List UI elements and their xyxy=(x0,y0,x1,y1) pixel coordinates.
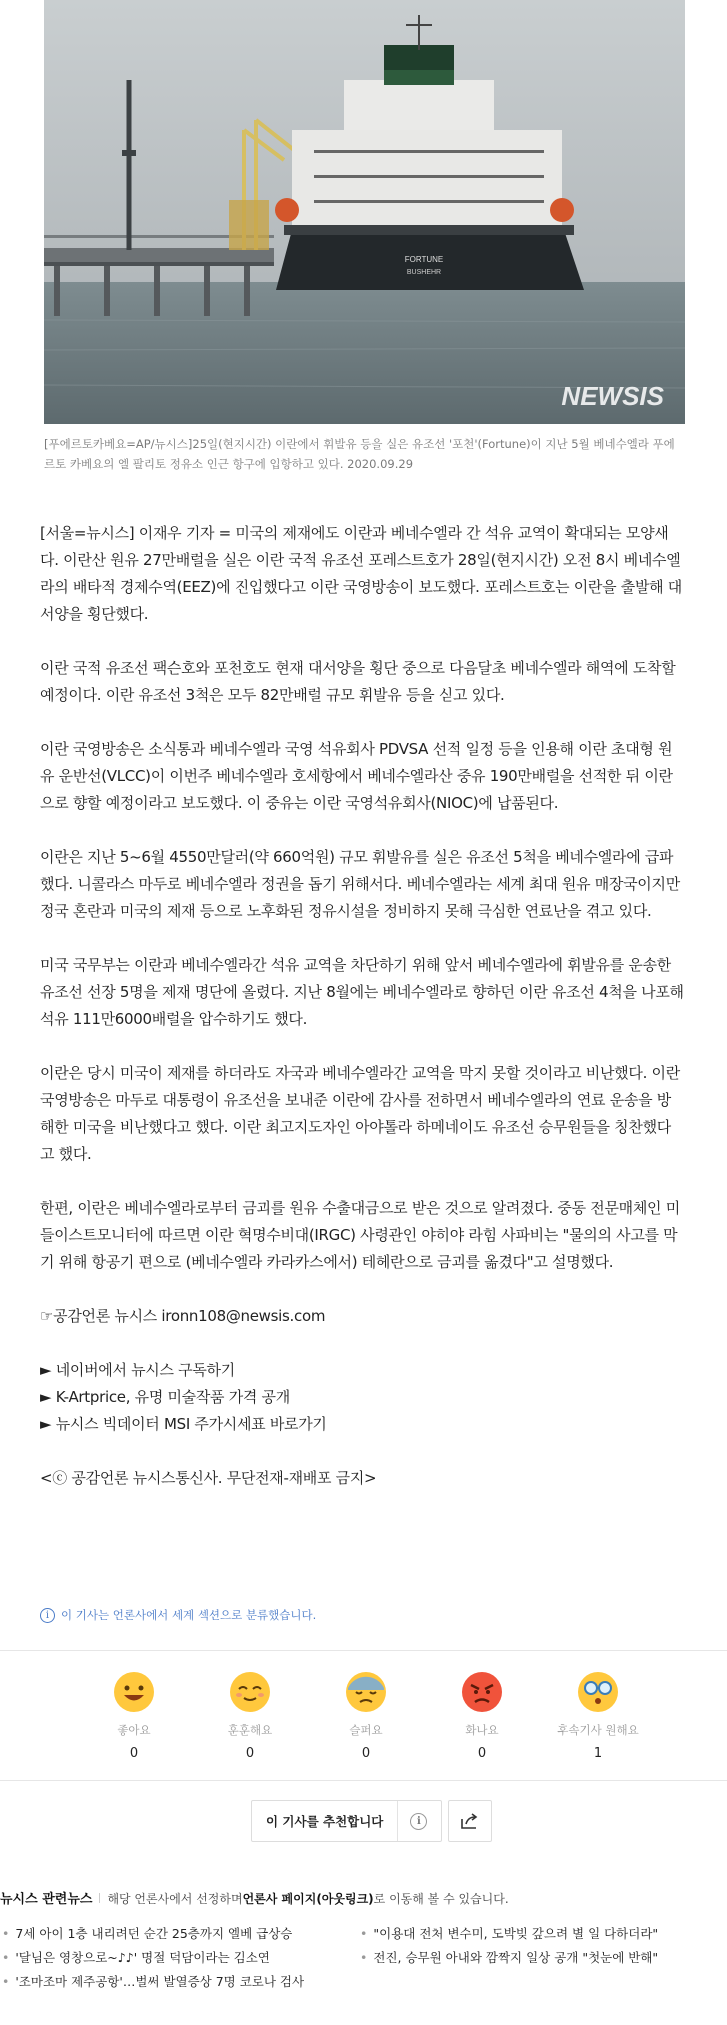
reaction-like[interactable]: 좋아요 0 xyxy=(76,1670,192,1761)
article-body xyxy=(40,520,685,1519)
recommend-button[interactable]: 이 기사를 추천합니다 i xyxy=(251,1800,442,1842)
byline: ☞공감언론 뉴시스 ironn108@newsis.com xyxy=(40,1307,326,1325)
tanker-photo xyxy=(44,0,685,424)
divider xyxy=(0,1780,727,1781)
recommend-area xyxy=(251,1800,492,1842)
paragraph: 이란 국적 유조선 팩슨호와 포천호도 현재 대서양을 횡단 중으로 다음달초 베네수엘라 해역에 도착할 예정이다. 이란 유조선 3척은 모두 82만배럴 규모 휘발유 등을 싣고 있다. xyxy=(40,659,676,704)
related-item[interactable]: • 전진, 승무원 아내와 깜짝지 일상 공개 "첫눈에 반해" xyxy=(360,1948,658,1966)
sad-emoji-icon xyxy=(344,1670,388,1714)
related-item[interactable]: • 7세 아이 1층 내리려던 순간 25층까지 엘베 급상승 xyxy=(2,1924,292,1942)
svg-text:BUSHEHR: BUSHEHR xyxy=(406,269,442,276)
paragraph: 한편, 이란은 베네수엘라로부터 금괴를 원유 수출대금으로 받은 것으로 알려졌다. 중동 전문매체인 미들이스트모니터에 따르면 이란 혁명수비대(IRGC) 사령관인 야히야 라힘 사파비는 "물의의 사고를 막기 위해 항공기 편으로 (베네수엘라 카라카스에서) 테헤란으로 금괴를 옮겼다"고 설명했다. xyxy=(40,1199,680,1271)
paragraph: 미국 국무부는 이란과 베네수엘라간 석유 교역을 차단하기 위해 앞서 베네수엘라에 휘발유를 운송한 유조선 선장 5명을 제재 명단에 올렸다. 지난 8월에는 베네수엘라로 향하던 이란 유조선 4척을 나포해 석유 111만6000배럴을 압수하기도 했다. xyxy=(40,956,684,1028)
divider xyxy=(0,1650,727,1651)
paragraph: 이란은 지난 5~6월 4550만달러(약 660억원) 규모 휘발유를 실은 유조선 5척을 베네수엘라에 급파했다. 니콜라스 마두로 베네수엘라 정권을 돕기 위해서다. 베네수엘라는 세계 최대 원유 매장국이지만 정국 혼란과 미국의 제재 등으로 노후화된 정유시설을 정비하지 못해 극심한 연료난을 겪고 있다. xyxy=(40,848,680,920)
divider xyxy=(99,1893,100,1903)
angry-emoji-icon xyxy=(460,1670,504,1714)
recommend-info[interactable] xyxy=(397,1801,427,1841)
related-item[interactable]: • "이용대 전처 변수미, 도박빚 갚으려 별 일 다하더라" xyxy=(360,1924,658,1942)
want-more-emoji-icon xyxy=(576,1670,620,1714)
artprice-link[interactable]: ► K-Artprice, 유명 미술작품 가격 공개 xyxy=(40,1388,290,1406)
watermark: NEWSIS xyxy=(561,381,664,411)
msi-link[interactable]: ► 뉴시스 빅데이터 MSI 주가시세표 바로가기 xyxy=(40,1415,327,1433)
related-item[interactable]: • '조마조마 제주공항'…벌써 발열증상 7명 코로나 검사 xyxy=(2,1972,304,1990)
svg-text:FORTUNE: FORTUNE xyxy=(404,255,444,264)
info-icon: i xyxy=(40,1608,55,1623)
photo-caption: [푸에르토카베요=AP/뉴시스]25일(현지시간) 이란에서 휘발유 등을 실은 유조선 '포천'(Fortune)이 지난 5월 베네수엘라 푸에 르토 카베요의 엘 팔리토 정유소 인근 항구에 입항하고 있다. 2020.09.29 xyxy=(44,437,675,471)
paragraph: 이란은 당시 미국이 제재를 하더라도 자국과 베네수엘라간 교역을 막지 못할 것이라고 비난했다. 이란 국영방송은 마두로 대통령이 유조선을 보내준 이란에 감사를 전하면서 베네수엘라의 연료 운송을 방해한 미국을 비난했다고 했다. 이란 최고지도자인 아야톨라 하메네이도 유조선 승무원들을 칭찬했다고 했다. xyxy=(40,1064,680,1163)
reaction-sad[interactable]: 슬퍼요 0 xyxy=(308,1670,424,1761)
copyright: <ⓒ 공감언론 뉴시스통신사. 무단전재-재배포 금지> xyxy=(40,1469,377,1487)
info-icon: i xyxy=(410,1813,427,1830)
share-button[interactable] xyxy=(448,1800,492,1842)
reaction-warm[interactable]: 훈훈해요 0 xyxy=(192,1670,308,1761)
warm-emoji-icon xyxy=(228,1670,272,1714)
like-emoji-icon xyxy=(112,1670,156,1714)
paragraph: [서울=뉴시스] 이재우 기자 = 미국의 제재에도 이란과 베네수엘라 간 석유 교역이 확대되는 모양새다. 이란산 원유 27만배럴을 실은 이란 국적 유조선 포레스트호가 28일(현지시간) 오전 8시 베네수엘라의 배타적 경제수역(EEZ)에 진입했다고 이란 국영방송이 보도했다. 포레스트호는 이란을 출발해 대서양을 횡단했다. xyxy=(40,524,682,623)
related-news xyxy=(0,1888,727,1989)
subscribe-link[interactable]: ► 네이버에서 뉴시스 구독하기 xyxy=(40,1361,235,1379)
related-header: 뉴시스 관련뉴스 해당 언론사에서 선정하며 언론사 페이지(아웃링크) 로 이동해 볼 수 있습니다. xyxy=(0,1888,727,1907)
reaction-angry[interactable]: 화나요 0 xyxy=(424,1670,540,1761)
reaction-want-more[interactable]: 후속기사 원해요 1 xyxy=(540,1670,656,1761)
section-info: i 이 기사는 언론사에서 세계 섹션으로 분류했습니다. xyxy=(40,1607,316,1623)
related-title[interactable]: 뉴시스 관련뉴스 xyxy=(0,1892,93,1907)
reaction-bar xyxy=(76,1670,656,1761)
related-item[interactable]: • '달님은 영창으로~♪♪' 명절 덕담이라는 김소연 xyxy=(2,1948,270,1966)
article-photo[interactable] xyxy=(44,0,685,424)
paragraph: 이란 국영방송은 소식통과 베네수엘라 국영 석유회사 PDVSA 선적 일정 등을 인용해 이란 초대형 원유 운반선(VLCC)이 이번주 베네수엘라 호세항에서 베네수엘라산 중유 190만배럴을 선적한 뒤 이란으로 향할 예정이라고 보도했다. 이 중유는 이란 국영석유회사(NIOC)에 납품된다. xyxy=(40,740,673,812)
share-icon xyxy=(460,1812,480,1830)
